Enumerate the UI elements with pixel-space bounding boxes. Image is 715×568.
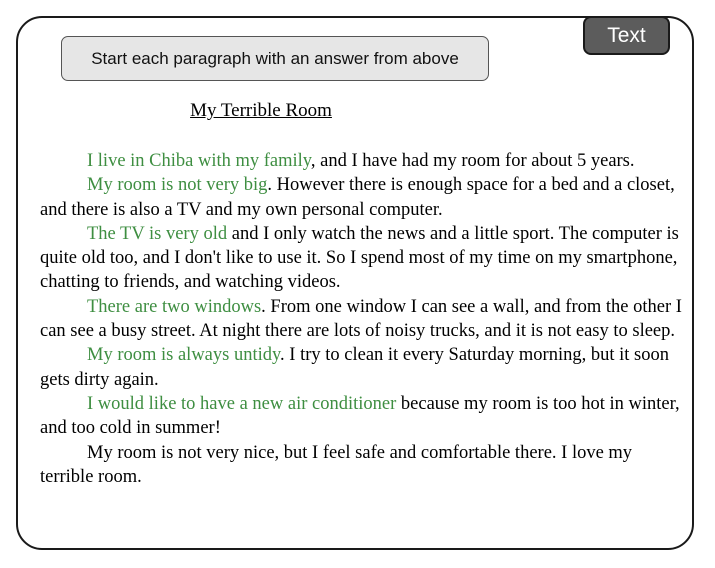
paragraph-text: . From one window I can see a wall, and from the other I can see a busy street. At night there are lots of noisy trucks, and it is not easy to sleep. (40, 296, 682, 342)
paragraph-text: . However there is enough space for a bed and a closet, and there is also a TV and my own personal computer. (40, 175, 675, 220)
paragraph (40, 222, 684, 295)
answer-sentence: I live in Chiba with my family (87, 151, 311, 171)
text-tab[interactable] (583, 16, 670, 55)
paragraph (40, 392, 684, 441)
paragraph (40, 343, 684, 392)
instruction-box (61, 36, 489, 81)
essay-title: My Terrible Room (190, 100, 332, 121)
paragraph (40, 295, 684, 344)
paragraph (40, 173, 684, 222)
paragraph-text: and I only watch the news and a little sport. The computer is quite old too, and I don't like to use it. So I spend most of my time on my smartphone, chatting to friends, and watching videos. (40, 223, 679, 293)
answer-sentence: My room is always untidy (87, 345, 281, 366)
answer-sentence: The TV is very old (87, 223, 228, 244)
answer-sentence: My room is not very big (87, 175, 268, 196)
paragraph (40, 149, 684, 173)
instruction-text: Start each paragraph with an answer from above (91, 48, 459, 68)
paragraph-text: because my room is too hot in winter, and too cold in summer! (40, 393, 680, 439)
answer-sentence: There are two windows (87, 296, 262, 317)
text-tab-label: Text (607, 23, 646, 47)
paragraph-text: My room is not very nice, but I feel safe and comfortable there. I love my terrible room. (40, 442, 633, 487)
answer-sentence: I would like to have a new air conditioner (87, 393, 397, 414)
paragraph-text: . I try to clean it every Saturday morning, but it soon gets dirty again. (40, 345, 669, 390)
paragraph-text: , and I have had my room for about 5 years. (310, 151, 635, 171)
essay-body (40, 149, 684, 489)
paragraph (40, 441, 684, 490)
